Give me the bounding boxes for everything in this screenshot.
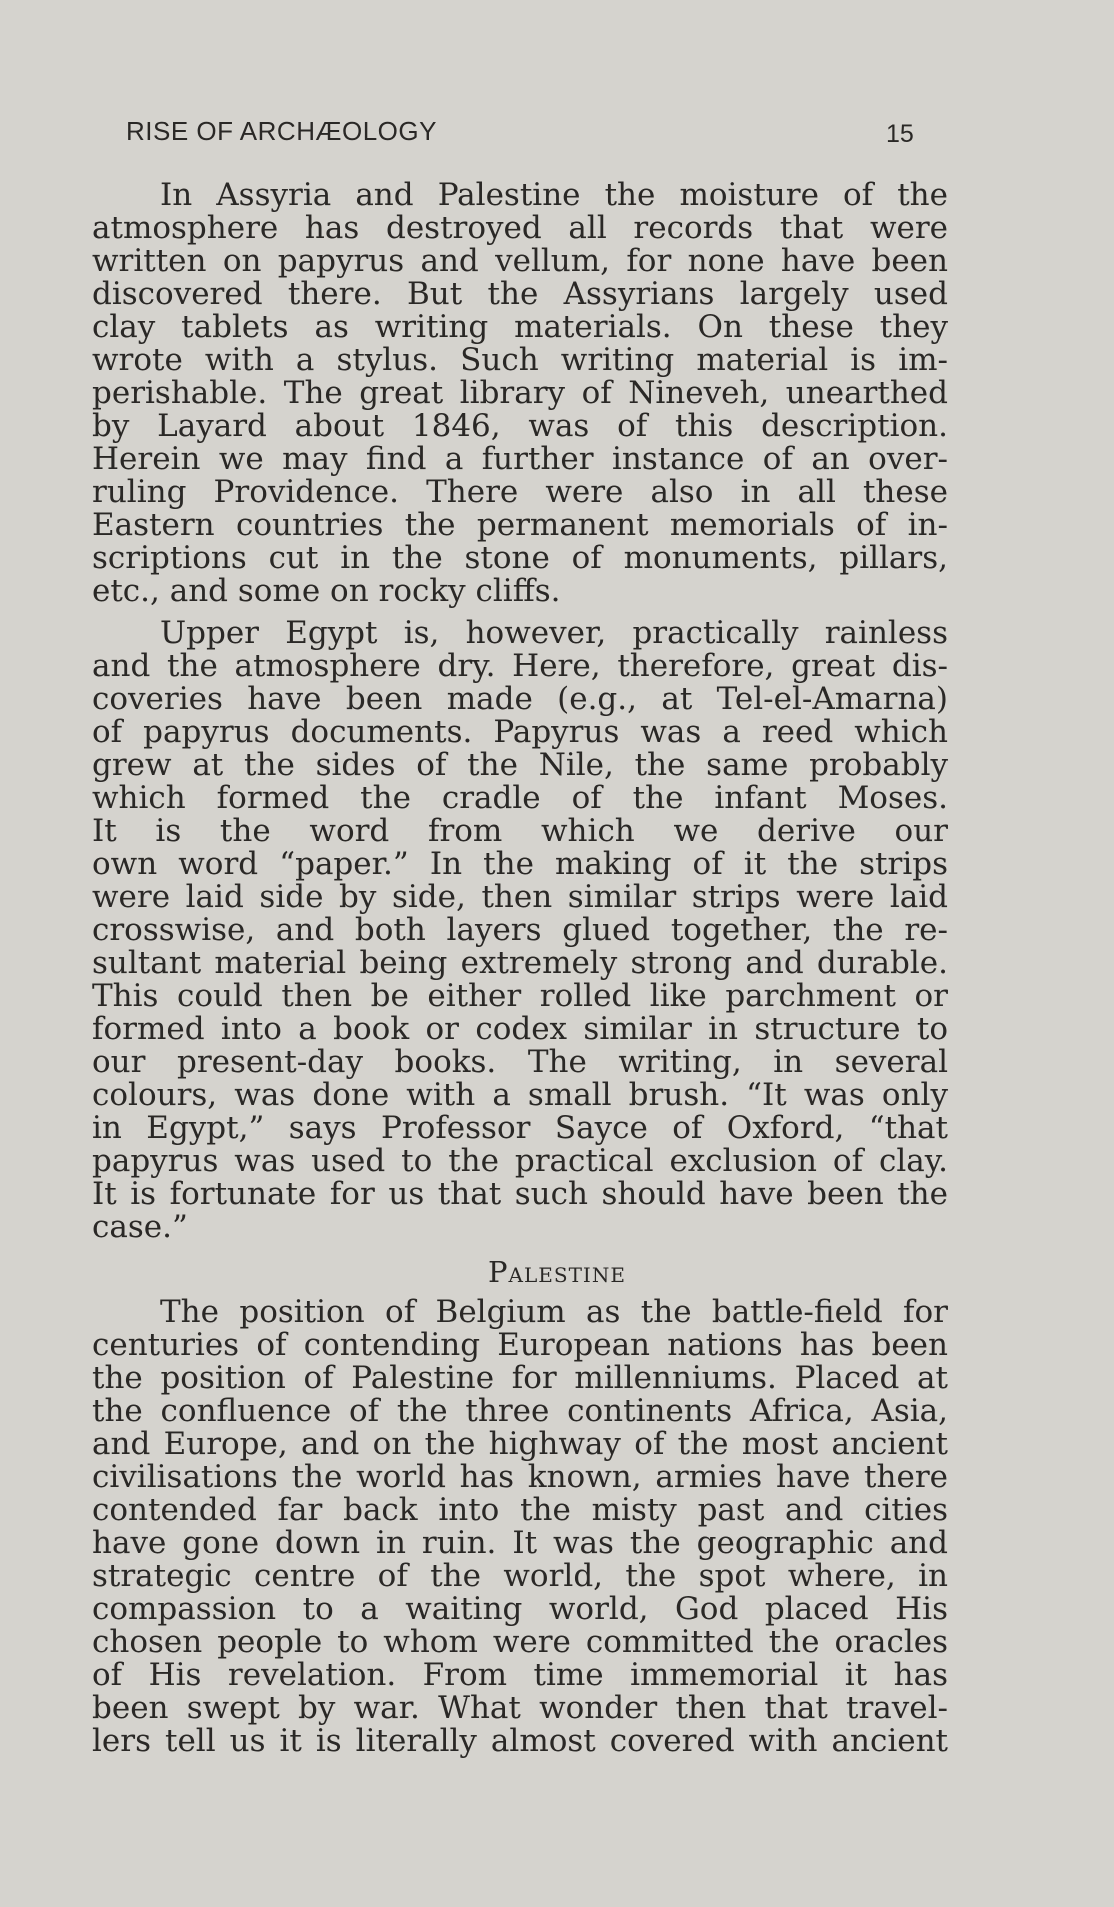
paragraph-2-line: case.” xyxy=(92,1209,188,1245)
paragraph-3-line: chosen people to whom were committed the oracles xyxy=(92,1624,948,1660)
paragraph-1-line: discovered there. But the Assyrians largely used xyxy=(92,276,948,312)
paragraph-2-line: coveries have been made (e.g., at Tel-el-Amarna) xyxy=(92,681,948,717)
paragraph-1-line: atmosphere has destroyed all records that were xyxy=(92,210,948,246)
paragraph-1-line: by Layard about 1846, was of this description. xyxy=(92,408,948,444)
running-head: RISE OF ARCHÆOLOGY xyxy=(126,116,437,146)
paragraph-1-line: clay tablets as writing materials. On these they xyxy=(92,309,948,345)
paragraph-2-line: This could then be either rolled like parchment or xyxy=(92,978,948,1014)
paragraph-3-line: have gone down in ruin. It was the geographic and xyxy=(92,1525,948,1561)
paragraph-2-line: Upper Egypt is, however, practically rainless xyxy=(160,615,948,651)
paragraph-2-line: It is the word from which we derive our xyxy=(92,813,948,849)
paragraph-2-line: which formed the cradle of the infant Moses. xyxy=(92,780,948,816)
paragraph-2-line: formed into a book or codex similar in structure to xyxy=(92,1011,948,1047)
section-heading: Palestine xyxy=(488,1255,626,1289)
paragraph-3-line: The position of Belgium as the battle-field for xyxy=(160,1294,948,1330)
paragraph-1-line: scriptions cut in the stone of monuments, pillars, xyxy=(92,540,948,576)
paragraph-1-line: wrote with a stylus. Such writing material is im- xyxy=(92,342,948,378)
paragraph-3-line: strategic centre of the world, the spot where, in xyxy=(92,1558,948,1594)
paragraph-3-line: contended far back into the misty past and cities xyxy=(92,1492,948,1528)
paragraph-2-line: grew at the sides of the Nile, the same probably xyxy=(92,747,948,783)
paragraph-2-line: were laid side by side, then similar strips were laid xyxy=(92,879,948,915)
paragraph-1-line: written on papyrus and vellum, for none have been xyxy=(92,243,948,279)
paragraph-2-line: in Egypt,” says Professor Sayce of Oxford, “that xyxy=(92,1110,948,1146)
paragraph-3-line: the confluence of the three continents Africa, Asia, xyxy=(92,1393,948,1429)
paragraph-2-line: sultant material being extremely strong and durable. xyxy=(92,945,948,981)
paragraph-1-line: In Assyria and Palestine the moisture of the xyxy=(160,177,948,213)
paragraph-2-line: and the atmosphere dry. Here, therefore, great dis- xyxy=(92,648,948,684)
paragraph-1-line: perishable. The great library of Nineveh, unearthed xyxy=(92,375,948,411)
paragraph-1-line: Eastern countries the permanent memorials of in- xyxy=(92,507,948,543)
paragraph-3-line: centuries of contending European nations has been xyxy=(92,1327,948,1363)
paragraph-3-line: the position of Palestine for millenniums. Placed at xyxy=(92,1360,948,1396)
paragraph-3-line: compassion to a waiting world, God placed His xyxy=(92,1591,948,1627)
paragraph-2-line: our present-day books. The writing, in several xyxy=(92,1044,948,1080)
paragraph-3-line: lers tell us it is literally almost covered with ancient xyxy=(92,1723,948,1759)
paragraph-3-line: and Europe, and on the highway of the most ancient xyxy=(92,1426,948,1462)
paragraph-2-line: of papyrus documents. Papyrus was a reed which xyxy=(92,714,948,750)
paragraph-2-line: own word “paper.” In the making of it the strips xyxy=(92,846,948,882)
paragraph-2-line: crosswise, and both layers glued together, the re- xyxy=(92,912,948,948)
paragraph-3-line: civilisations the world has known, armies have there xyxy=(92,1459,948,1495)
paragraph-2-line: It is fortunate for us that such should have been the xyxy=(92,1176,948,1212)
paragraph-1-line: ruling Providence. There were also in all these xyxy=(92,474,948,510)
paragraph-1-line: etc., and some on rocky cliffs. xyxy=(92,573,561,609)
paragraph-2-line: papyrus was used to the practical exclusion of clay. xyxy=(92,1143,948,1179)
paragraph-2-line: colours, was done with a small brush. “It was only xyxy=(92,1077,948,1113)
page-number: 15 xyxy=(886,120,914,148)
paragraph-1-line: Herein we may find a further instance of an over- xyxy=(92,441,948,477)
paragraph-3-line: of His revelation. From time immemorial it has xyxy=(92,1657,948,1693)
paragraph-3-line: been swept by war. What wonder then that travel- xyxy=(92,1690,948,1726)
